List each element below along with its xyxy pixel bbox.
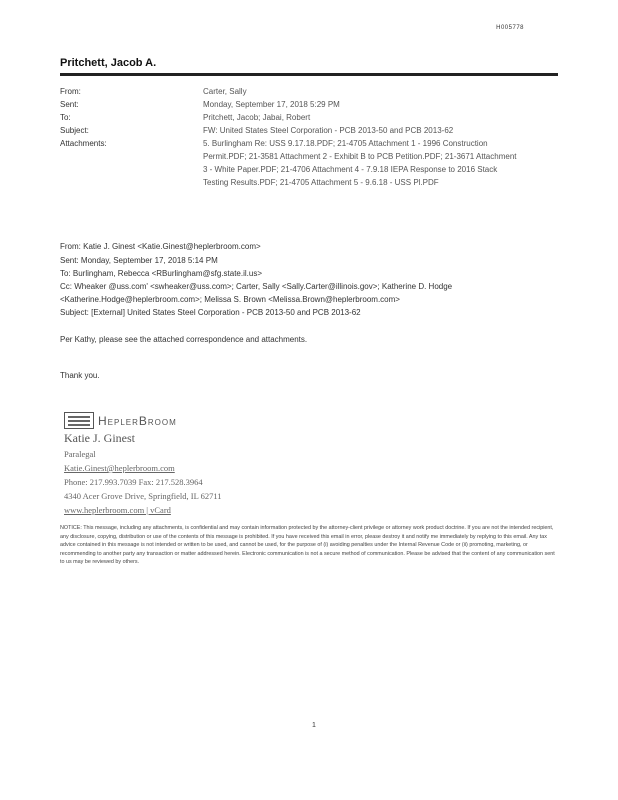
forwarded-subject: Subject: [External] United States Steel Corporation - PCB 2013-50 and PCB 2013-62	[60, 308, 361, 317]
forwarded-to: To: Burlingham, Rebecca <RBurlingham@sfg.state.il.us>	[60, 269, 262, 278]
signature-address: 4340 Acer Grove Drive, Springfield, IL 62711	[64, 491, 222, 501]
body-paragraph: Per Kathy, please see the attached correspondence and attachments.	[60, 335, 308, 344]
signature-email-link[interactable]: Katie.Ginest@heplerbroom.com	[64, 463, 175, 473]
from-value: Carter, Sally	[203, 87, 247, 96]
forwarded-cc: Cc: Wheaker @uss.com' <swheaker@uss.com>; Carter, Sally <Sally.Carter@illinois.gov>; Katherine D. Hodge	[60, 282, 453, 291]
attachment-line: 3 - White Paper.PDF; 21-4706 Attachment 4 - 7.9.18 IEPA Response to 2016 Stack	[203, 165, 498, 174]
confidentiality-notice: NOTICE: This message, including any attachments, is confidential and may contain information protected by the attorney-client privilege or attorney work product doctrine. If you are not the intended recipient, any disclosure, copying, distribution or use of the contents of this message is prohibited. If you have received this email in error, please destroy it and notify me immediately by replying to this email. Any tax advice contained in this message is not intended or written to be used, and cannot be used, for the purpose of (i) avoiding penalties under the Internal Revenue Code or (ii) promoting, marketing, or recommending to another party any transaction or matter addressed herein. Electronic communication is not a secure method of communication. Please be advised that the content of any communication sent to us may be reviewed by others.	[60, 525, 555, 566]
sender-name: Pritchett, Jacob A.	[60, 57, 157, 69]
sent-label: Sent:	[60, 100, 79, 109]
forwarded-cc-continued: <Katherine.Hodge@heplerbroom.com>; Melissa S. Brown <Melissa.Brown@heplerbroom.com>	[60, 295, 400, 304]
attachment-line: Testing Results.PDF; 21-4705 Attachment 5 - 9.6.18 - USS Pl.PDF	[203, 178, 439, 187]
bates-number: H005778	[496, 25, 524, 31]
to-value: Pritchett, Jacob; Jabai, Robert	[203, 113, 311, 122]
signature-title: Paralegal	[64, 449, 96, 459]
subject-label: Subject:	[60, 126, 89, 135]
attachment-line: Permit.PDF; 21-3581 Attachment 2 - Exhibit B to PCB Petition.PDF; 21-3671 Attachment	[203, 152, 517, 161]
from-label: From:	[60, 87, 81, 96]
logo-wordmark: HeplerBroom	[98, 413, 177, 428]
sent-value: Monday, September 17, 2018 5:29 PM	[203, 100, 340, 109]
signature-website-link[interactable]: www.heplerbroom.com | vCard	[64, 505, 171, 515]
logo-mark-icon	[64, 412, 94, 429]
attachment-line: 5. Burlingham Re: USS 9.17.18.PDF; 21-4705 Attachment 1 - 1996 Construction	[203, 139, 488, 148]
forwarded-from: From: Katie J. Ginest <Katie.Ginest@heplerbroom.com>	[60, 242, 261, 251]
attachments-label: Attachments:	[60, 139, 107, 148]
signature-name: Katie J. Ginest	[64, 431, 135, 445]
signature-phone: Phone: 217.993.7039 Fax: 217.528.3964	[64, 477, 203, 487]
page-number: 1	[312, 722, 316, 729]
header-divider	[60, 73, 558, 76]
company-logo	[64, 412, 177, 429]
to-label: To:	[60, 113, 71, 122]
forwarded-sent: Sent: Monday, September 17, 2018 5:14 PM	[60, 256, 218, 265]
subject-value: FW: United States Steel Corporation - PCB 2013-50 and PCB 2013-62	[203, 126, 454, 135]
body-closing: Thank you.	[60, 371, 100, 380]
